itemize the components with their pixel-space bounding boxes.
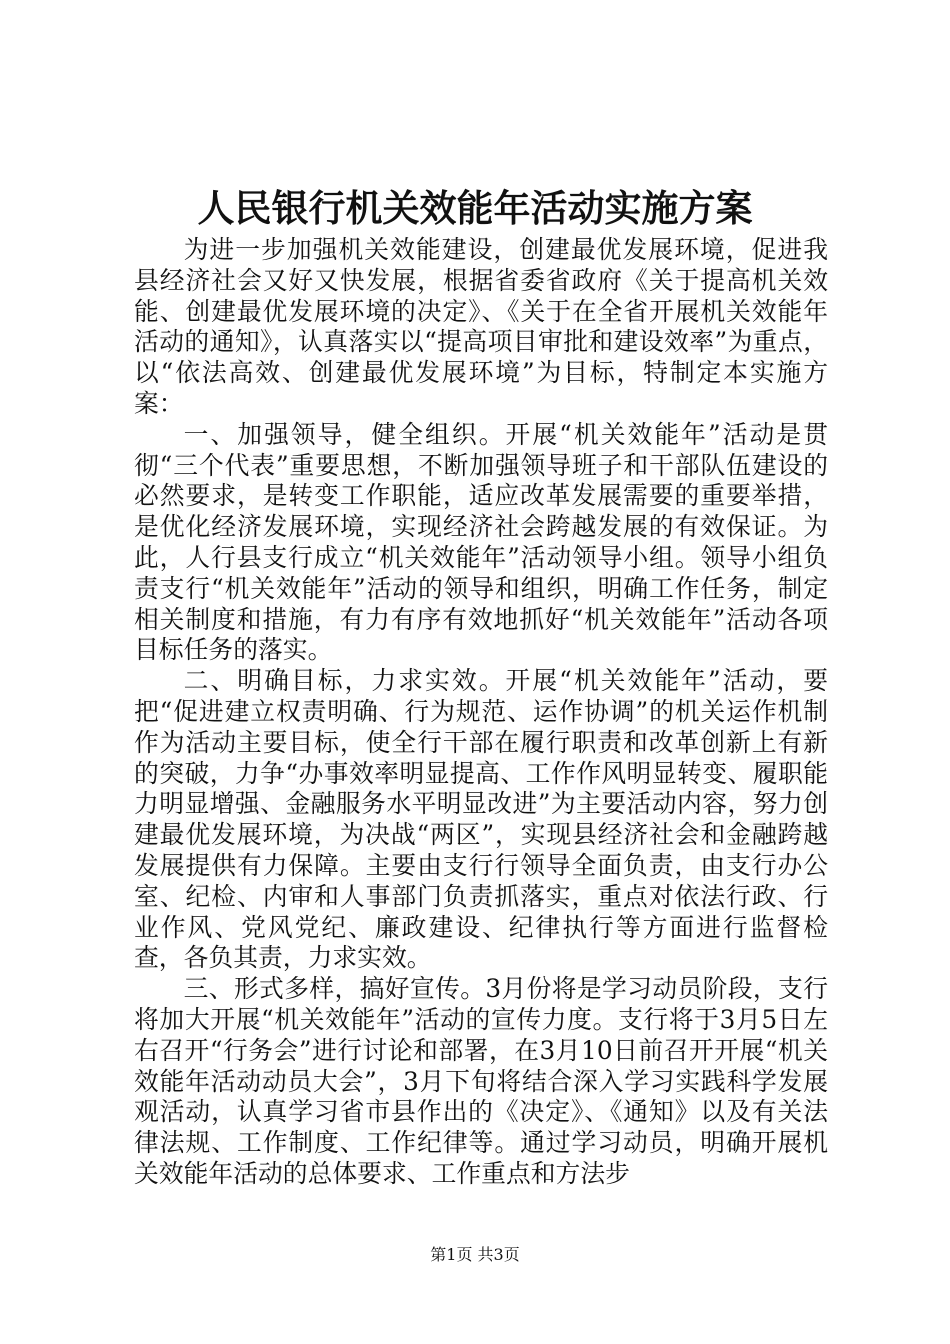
document-body: [134, 235, 828, 1190]
section-three-paragraph: 三、形式多样，搞好宣传。3月份将是学习动员阶段，支行将加大开展“机关效能年”活动的宣传力度。支行将于3月5日左右召开“行务会”进行讨论和部署，在3月10日前召开开展“机关效能年活动动员大会”，3月下旬将结合深入学习实践科学发展观活动，认真学习省市县作出的《决定》、《通知》以及有关法律法规、工作制度、工作纪律等。通过学习动员，明确开展机关效能年活动的总体要求、工作重点和方法步: [134, 974, 828, 1188]
intro-paragraph: 为进一步加强机关效能建设，创建最优发展环境，促进我县经济社会又好又快发展，根据省委省政府《关于提高机关效能、创建最优发展环境的决定》、《关于在全省开展机关效能年活动的通知》，认真落实以“提高项目审批和建设效率”为重点，以“依法高效、创建最优发展环境”为目标，特制定本实施方案：: [134, 235, 828, 418]
document-title: 人民银行机关效能年活动实施方案: [197, 186, 753, 230]
section-one-paragraph: 一、加强领导，健全组织。开展“机关效能年”活动是贯彻“三个代表”重要思想，不断加强领导班子和干部队伍建设的必然要求，是转变工作职能，适应改革发展需要的重要举措，是优化经济发展环境，实现经济社会跨越发展的有效保证。为此，人行县支行成立“机关效能年”活动领导小组。领导小组负责支行“机关效能年”活动的领导和组织，明确工作任务，制定相关制度和措施，有力有序有效地抓好“机关效能年”活动各项目标任务的落实。: [134, 419, 828, 665]
section-two-paragraph: 二、明确目标，力求实效。开展“机关效能年”活动，要把“促进建立权责明确、行为规范、运作协调”的机关运作机制作为活动主要目标，使全行干部在履行职责和改革创新上有新的突破，力争“办事效率明显提高、工作作风明显转变、履职能力明显增强、金融服务水平明显改进”为主要活动内容，努力创建最优发展环境，为决战“两区”，实现县经济社会和金融跨越发展提供有力保障。主要由支行行领导全面负责，由支行办公室、纪检、内审和人事部门负责抓落实，重点对依法行政、行业作风、党风党纪、廉政建设、纪律执行等方面进行监督检查，各负其责，力求实效。: [134, 666, 828, 973]
page-number-footer: 第1页 共3页: [430, 1245, 520, 1264]
